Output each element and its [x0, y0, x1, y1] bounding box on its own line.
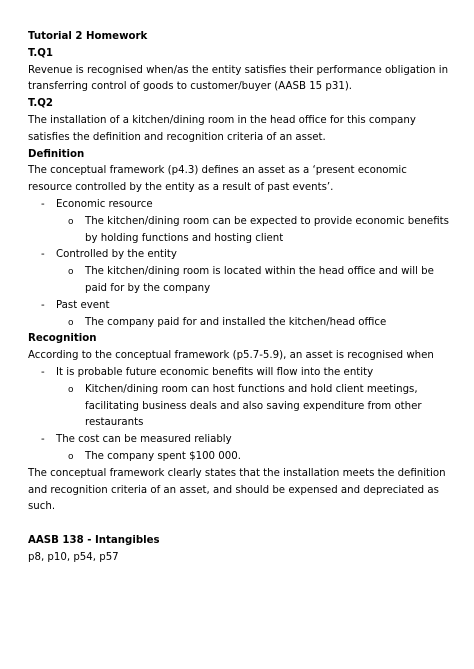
circle-bullet: o: [68, 451, 74, 462]
dash-bullet: -: [41, 366, 45, 378]
list-item-label: Economic resource: [56, 198, 153, 210]
list-item-label: It is probable future economic benefits will flow into the entity: [56, 366, 374, 378]
list-subitem: [28, 449, 454, 466]
dash-bullet: -: [41, 434, 45, 446]
aasb138-heading: AASB 138 - Intangibles: [28, 534, 160, 546]
list-subitem-text: The company paid for and installed the kitchen/head office: [85, 316, 387, 328]
list-subitem: [28, 264, 454, 298]
list-item-label: The cost can be measured reliably: [56, 434, 232, 446]
q1-text: Revenue is recognised when/as the entity satisfies their performance obligation in transferring control of goods to customer/buyer (AASB 15 p31).: [28, 64, 449, 93]
list-subitem-text: The company spent $100 000.: [85, 450, 241, 462]
definition-heading: Definition: [28, 148, 85, 160]
recognition-heading: Recognition: [28, 333, 97, 345]
list-item-label: Past event: [56, 299, 110, 311]
q1-heading: T.Q1: [28, 47, 54, 59]
list-subitem-text: The kitchen/dining room can be expected to provide economic benefits by holding functions and hosting client: [85, 215, 449, 244]
list-subitem: [28, 315, 454, 332]
circle-bullet: o: [68, 216, 74, 227]
list-item-label: Controlled by the entity: [56, 249, 177, 261]
definition-intro: The conceptual framework (p4.3) defines an asset as a ‘present economic resource controlled by the entity as a result of past events’.: [28, 165, 407, 194]
circle-bullet: o: [68, 267, 74, 278]
list-item: [28, 365, 454, 382]
list-item: [28, 197, 454, 214]
dash-bullet: -: [41, 249, 45, 261]
list-subitem-text: Kitchen/dining room can host functions and hold client meetings, facilitating business deals and also saving expenditure from other restaurants: [85, 383, 422, 429]
list-subitem: [28, 214, 454, 248]
circle-bullet: o: [68, 317, 74, 328]
document-title: Tutorial 2 Homework: [28, 31, 148, 42]
circle-bullet: o: [68, 384, 74, 395]
list-subitem: [28, 382, 454, 432]
dash-bullet: -: [41, 299, 45, 311]
q2-heading: T.Q2: [28, 98, 54, 110]
list-item: [28, 298, 454, 315]
recognition-intro: According to the conceptual framework (p5.7-5.9), an asset is recognised when: [28, 350, 434, 362]
recognition-conclusion: The conceptual framework clearly states that the installation meets the definition and recognition criteria of an asset, and should be expensed and depreciated as such.: [28, 467, 446, 513]
list-subitem-text: The kitchen/dining room is located within the head office and will be paid for by the company: [85, 266, 434, 294]
list-item: [28, 247, 454, 264]
dash-bullet: -: [41, 198, 45, 210]
list-item: [28, 432, 454, 449]
aasb138-refs: p8, p10, p54, p57: [28, 551, 119, 563]
q2-text: The installation of a kitchen/dining room in the head office for this company satisfies the definition and recognition criteria of an asset.: [28, 114, 416, 143]
blank-line: [28, 516, 454, 533]
